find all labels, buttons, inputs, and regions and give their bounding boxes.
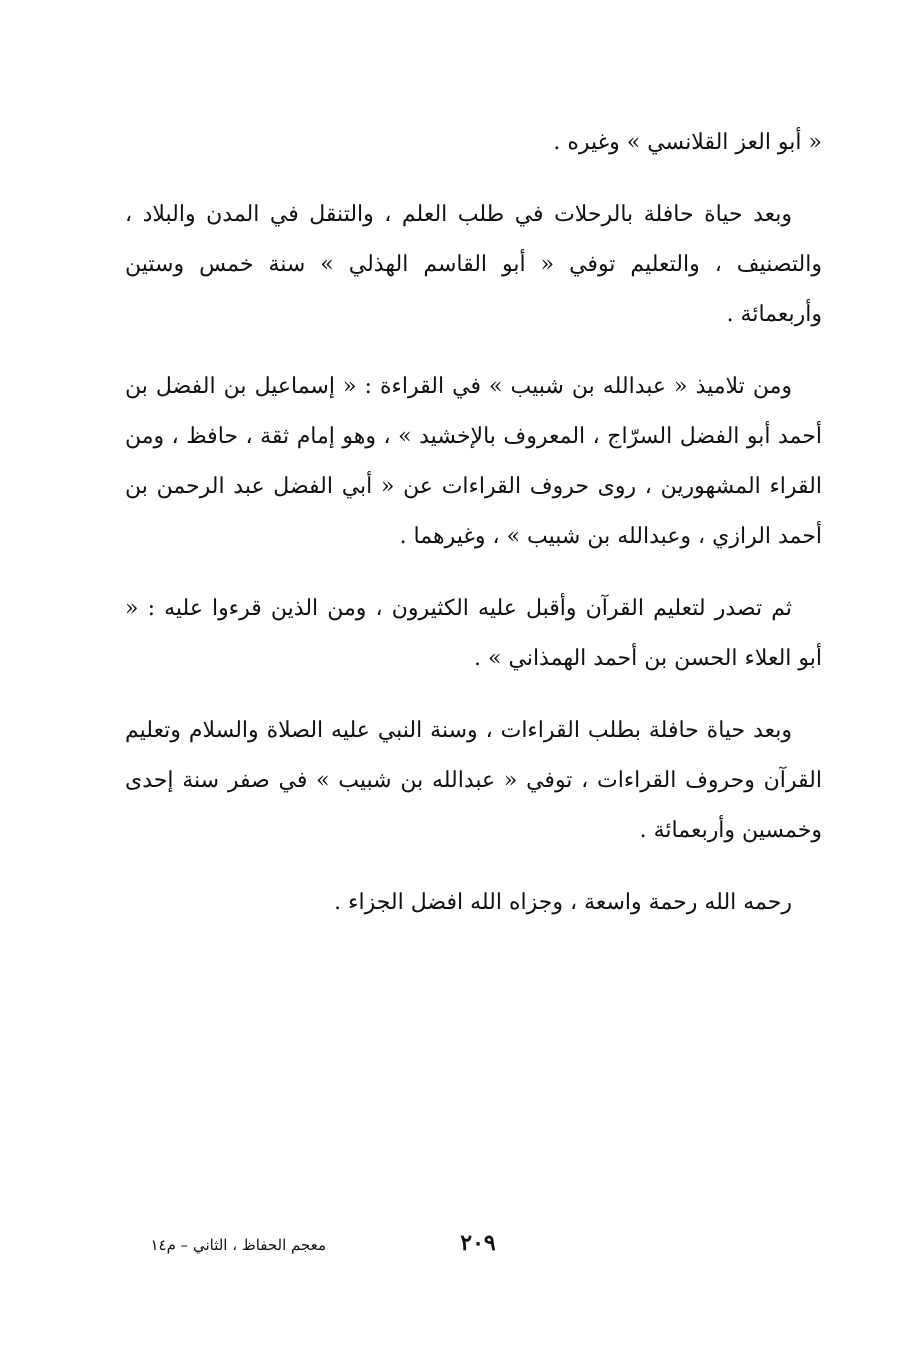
paragraph-3: ومن تلاميذ « عبدالله بن شبيب » في القراءة : « إسماعيل بن الفضل بن أحمد أبو الفضل السرّاج ، المعروف بالإخشيد » ، وهو إمام ثقة ، حافظ ، ومن القراء المشهورين ، روى حروف القراءات عن « أبي الفضل عبد الرحمن بن أحمد الرازي ، وعبدالله بن شبيب » ، وغيرهما . [125,374,822,549]
paragraph-5: وبعد حياة حافلة بطلب القراءات ، وسنة النبي عليه الصلاة والسلام وتعليم القرآن وحروف القراءات ، توفي « عبدالله بن شبيب » في صفر سنة إحدى وخمسين وأربعمائة . [125,718,822,843]
paragraph-4: ثم تصدر لتعليم القرآن وأقبل عليه الكثيرون ، ومن الذين قرءوا عليه : « أبو العلاء الحسن بن أحمد الهمذاني » . [125,596,822,671]
page-number: ٢٠٩ [460,1230,496,1256]
running-footer: معجم الحفاظ ، الثاني – م١٤ [150,1236,326,1254]
body-text [125,118,822,950]
paragraph-6: رحمه الله رحمة واسعة ، وجزاه الله افضل الجزاء . [334,890,792,915]
paragraph-2: وبعد حياة حافلة بالرحلات في طلب العلم ، والتنقل في المدن والبلاد ، والتصنيف ، والتعليم توفي « أبو القاسم الهذلي » سنة خمس وستين وأربعمائة . [125,202,822,327]
page-footer [0,1230,923,1270]
paragraph-1: « أبو العز القلانسي » وغيره . [553,130,822,155]
